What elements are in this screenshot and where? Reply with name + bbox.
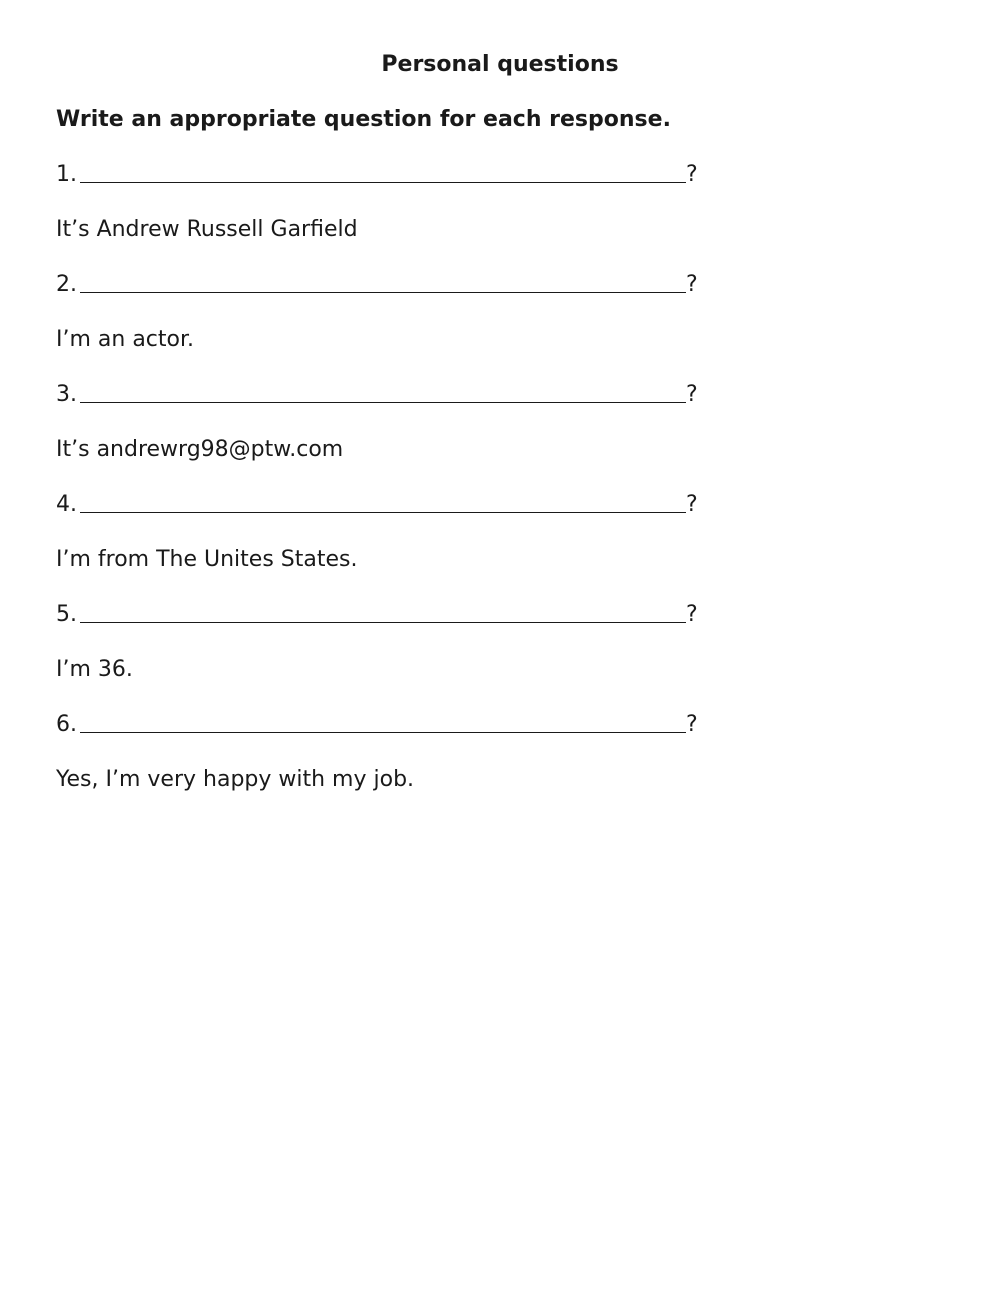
answer-blank-4[interactable] bbox=[80, 490, 686, 513]
question-line bbox=[56, 380, 716, 410]
answer-blank-5[interactable] bbox=[80, 600, 686, 623]
question-mark: ? bbox=[686, 712, 698, 737]
question-mark: ? bbox=[686, 492, 698, 517]
answer-blank-3[interactable] bbox=[80, 380, 686, 403]
question-number: 2. bbox=[56, 272, 77, 297]
question-line bbox=[56, 600, 716, 630]
question-number: 3. bbox=[56, 382, 77, 407]
question-line bbox=[56, 710, 716, 740]
worksheet-title: Personal questions bbox=[381, 52, 619, 77]
answer-blank-1[interactable] bbox=[80, 160, 686, 183]
question-number: 6. bbox=[56, 712, 77, 737]
question-number: 5. bbox=[56, 602, 77, 627]
question-number: 4. bbox=[56, 492, 77, 517]
response-text: It’s andrewrg98@ptw.com bbox=[56, 437, 344, 462]
response-text: I’m from The Unites States. bbox=[56, 547, 358, 572]
question-mark: ? bbox=[686, 382, 698, 407]
question-mark: ? bbox=[686, 272, 698, 297]
answer-blank-6[interactable] bbox=[80, 710, 686, 733]
response-text: Yes, I’m very happy with my job. bbox=[56, 767, 415, 792]
question-mark: ? bbox=[686, 602, 698, 627]
question-line bbox=[56, 160, 716, 190]
answer-blank-2[interactable] bbox=[80, 270, 686, 293]
worksheet-instruction: Write an appropriate question for each response. bbox=[56, 107, 671, 132]
question-mark: ? bbox=[686, 162, 698, 187]
response-text: It’s Andrew Russell Garfield bbox=[56, 217, 358, 242]
response-text: I’m 36. bbox=[56, 657, 133, 682]
response-text: I’m an actor. bbox=[56, 327, 195, 352]
question-number: 1. bbox=[56, 162, 77, 187]
question-line bbox=[56, 490, 716, 520]
question-line bbox=[56, 270, 716, 300]
